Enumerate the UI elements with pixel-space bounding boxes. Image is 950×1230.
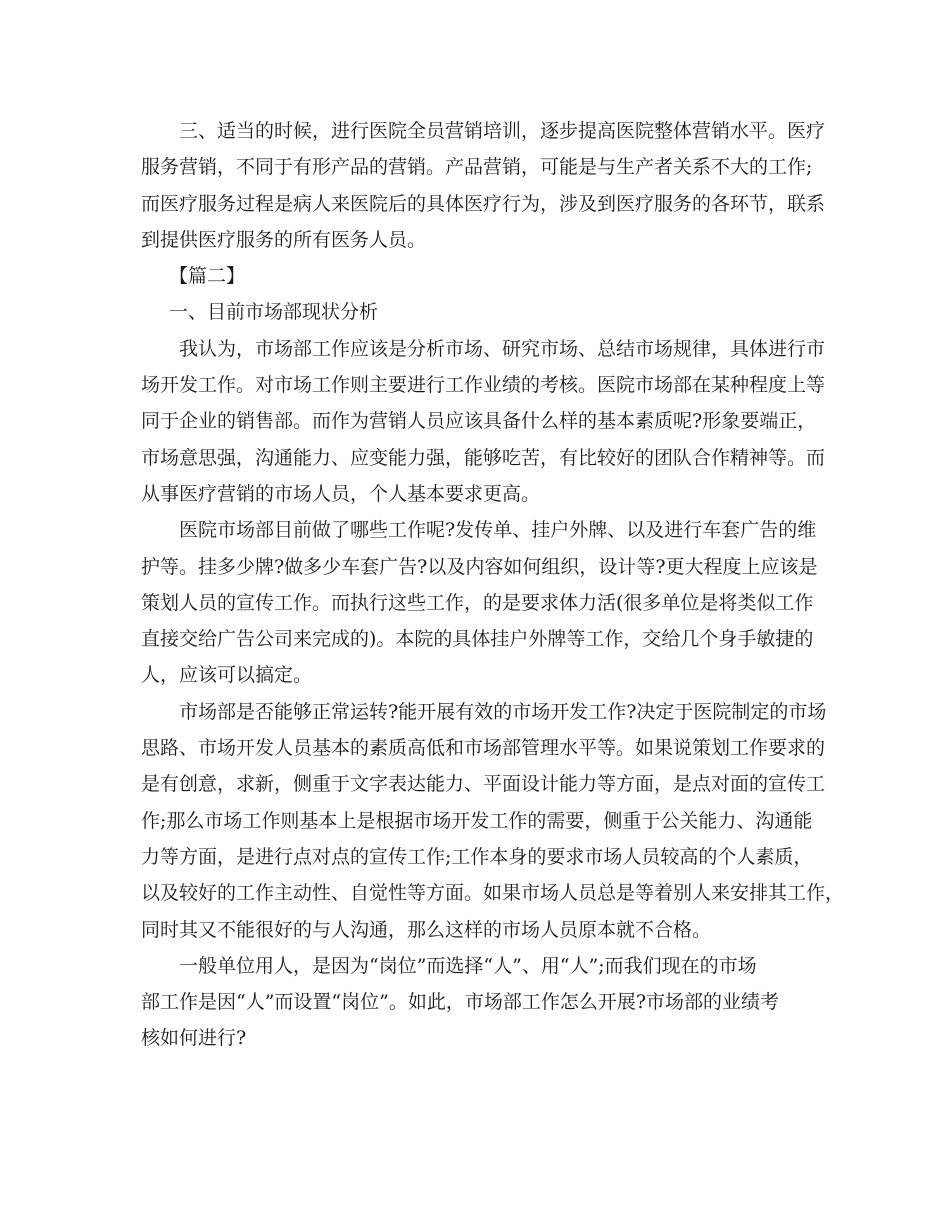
paragraph-line: 策划人员的宣传工作。而执行这些工作，的是要求体力活(很多单位是将类似工作 bbox=[141, 591, 814, 614]
subsection-heading: 一、目前市场部现状分析 bbox=[169, 301, 379, 324]
paragraph-line: 从事医疗营销的市场人员，个人基本要求更高。 bbox=[141, 482, 541, 505]
paragraph-line: 思路、市场开发人员基本的素质高低和市场部管理水平等。如果说策划工作要求的 bbox=[141, 737, 826, 760]
paragraph-line: 同时其又不能很好的与人沟通，那么这样的市场人员原本就不合格。 bbox=[141, 918, 712, 941]
paragraph-line: 我认为，市场部工作应该是分析市场、研究市场、总结市场规律，具体进行市 bbox=[179, 337, 826, 360]
document-body bbox=[141, 113, 845, 1057]
paragraph-line: 市场部是否能够正常运转?能开展有效的市场开发工作?决定于医院制定的市场 bbox=[179, 700, 827, 723]
paragraph-line: 作;那么市场工作则基本上是根据市场开发工作的需要，侧重于公关能力、沟通能 bbox=[141, 809, 813, 832]
paragraph-line: 市场意思强，沟通能力、应变能力强，能够吃苦，有比较好的团队合作精神等。而 bbox=[141, 446, 826, 469]
paragraph-line: 是有创意，求新，侧重于文字表达能力、平面设计能力等方面，是点对面的宣传工 bbox=[141, 773, 826, 796]
paragraph-line: 服务营销，不同于有形产品的营销。产品营销，可能是与生产者关系不大的工作; bbox=[141, 156, 813, 179]
paragraph-line: 力等方面，是进行点对点的宣传工作;工作本身的要求市场人员较高的个人素质， bbox=[141, 845, 813, 868]
paragraph-line: 三、适当的时候，进行医院全员营销培训，逐步提高医院整体营销水平。医疗 bbox=[179, 120, 826, 142]
paragraph-line: 场开发工作。对市场工作则主要进行工作业绩的考核。医院市场部在某种程度上等 bbox=[141, 374, 826, 397]
paragraph-line: 而医疗服务过程是病人来医院后的具体医疗行为，涉及到医疗服务的各环节，联系 bbox=[141, 192, 826, 215]
section-heading: 【篇二】 bbox=[169, 265, 246, 288]
paragraph-line: 一般单位用人，是因为“岗位”而选择“人”、用“人”;而我们现在的市场 bbox=[179, 954, 757, 977]
paragraph-line: 以及较好的工作主动性、自觉性等方面。如果市场人员总是等着别人来安排其工作， bbox=[141, 882, 845, 905]
paragraph-line: 到提供医疗服务的所有医务人员。 bbox=[141, 228, 427, 251]
paragraph-line: 护等。挂多少牌?做多少车套广告?以及内容如何组织，设计等?更大程度上应该是 bbox=[141, 555, 818, 578]
paragraph-line: 医院市场部目前做了哪些工作呢?发传单、挂户外牌、以及进行车套广告的维 bbox=[179, 519, 817, 542]
paragraph-line: 部工作是因“人”而设置“岗位”。如此，市场部工作怎么开展?市场部的业绩考 bbox=[141, 991, 780, 1014]
paragraph-line: 直接交给广告公司来完成的)。本院的具体挂户外牌等工作，交给几个身手敏捷的 bbox=[141, 628, 814, 651]
paragraph-line: 人，应该可以搞定。 bbox=[141, 664, 313, 687]
paragraph-line: 同于企业的销售部。而作为营销人员应该具备什么样的基本素质呢?形象要端正， bbox=[141, 410, 817, 433]
paragraph-line: 核如何进行? bbox=[141, 1027, 247, 1050]
